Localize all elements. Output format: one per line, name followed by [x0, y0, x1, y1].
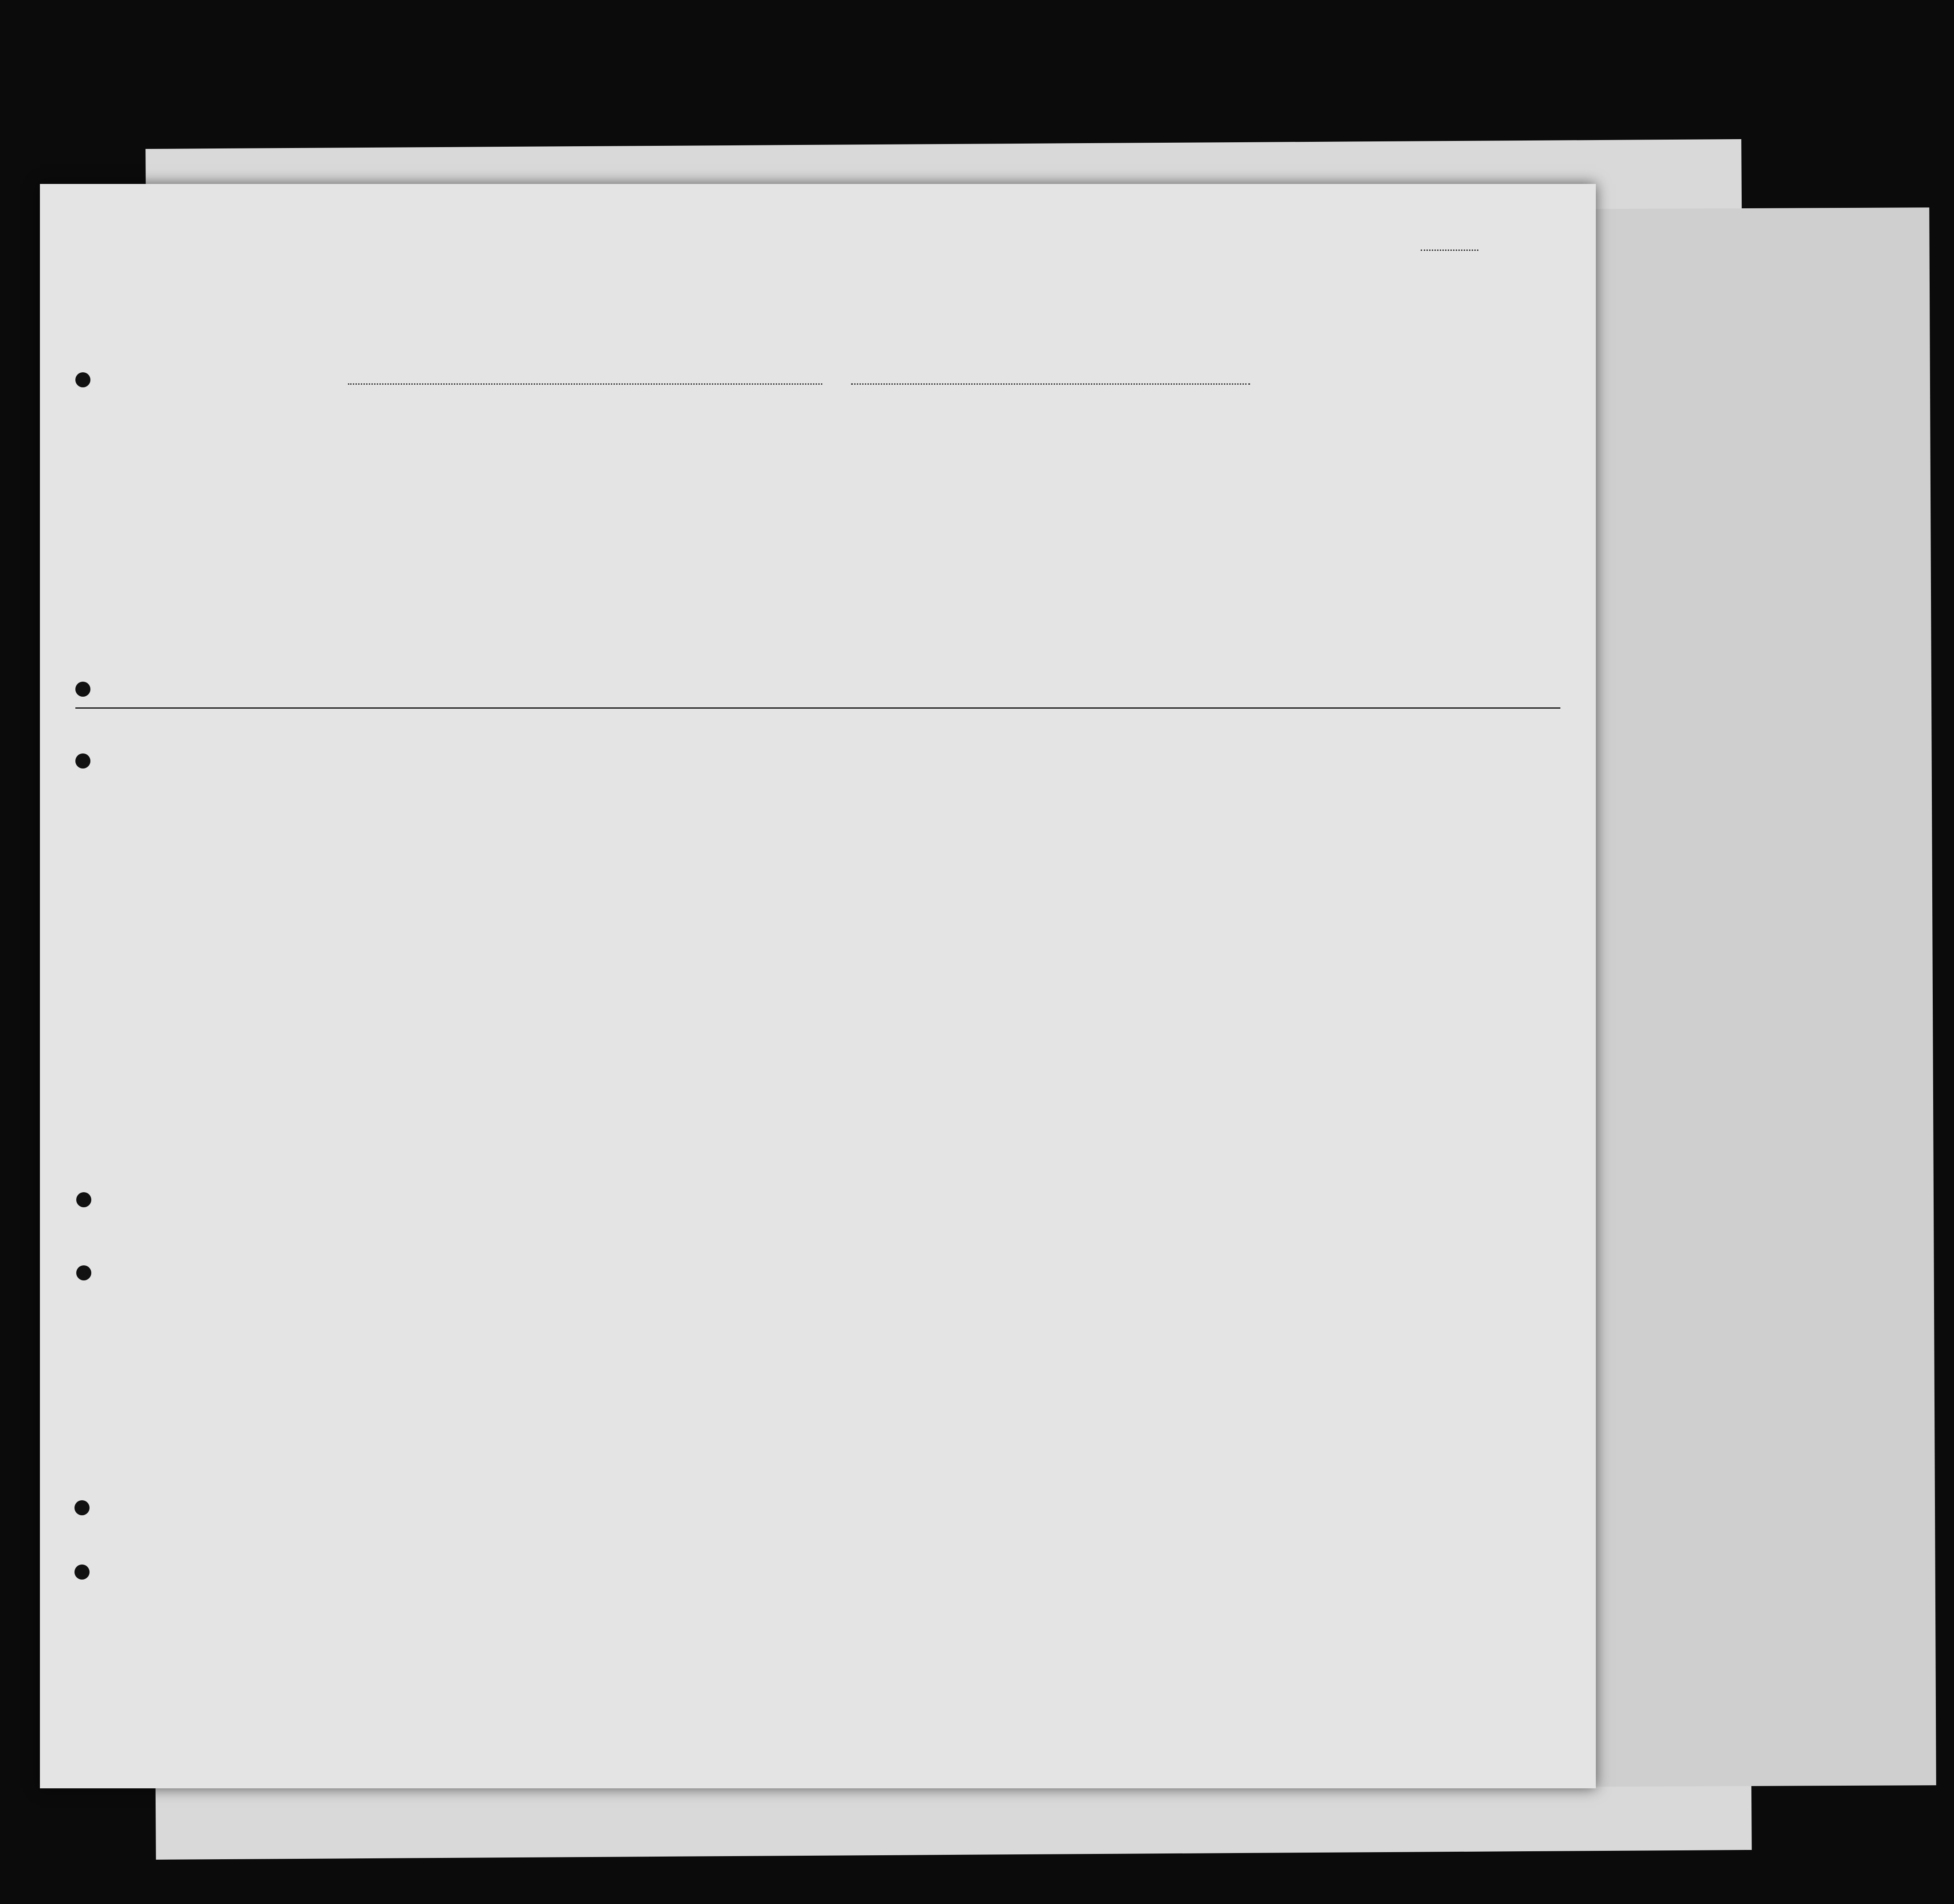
header-q24 — [875, 456, 915, 572]
header-inches — [1133, 527, 1150, 567]
header-q25 — [924, 456, 960, 572]
header-polygamist — [825, 456, 842, 572]
header-prison — [793, 456, 820, 572]
header-anarchist — [849, 456, 867, 572]
header-feet — [1110, 532, 1128, 567]
header-q26 — [964, 456, 995, 572]
header-ticket — [149, 470, 175, 545]
row-3-strikethrough — [75, 707, 1560, 709]
header-purpose-return — [672, 465, 703, 572]
header-purpose-length — [705, 465, 736, 572]
header-possession — [264, 443, 290, 554]
header-purpose-citizen — [754, 465, 780, 572]
